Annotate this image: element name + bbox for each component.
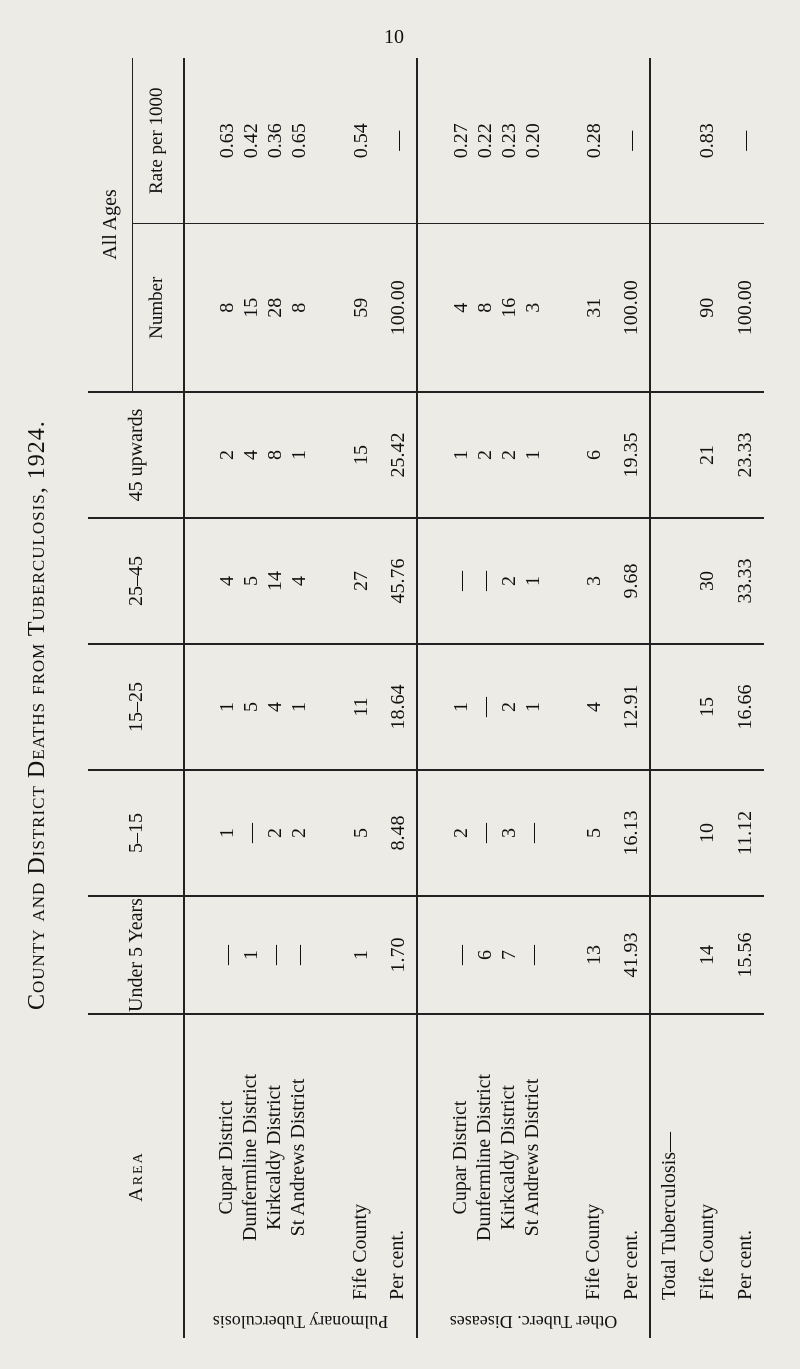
county-25-45: 27 [342,518,380,644]
county-number: 31 [575,224,613,392]
age15-25-cell: 1 5 4 1 [184,644,342,770]
percent-label: Per cent. [619,1230,642,1300]
county-number: 59 [342,224,380,392]
district-name: St Andrews District [287,1078,310,1237]
district-name: St Andrews District [520,1078,543,1237]
age5-15-cell: 2 — 3 — [417,770,575,896]
running-title: County and District Deaths from Tuberculosis, 1924. [24,420,50,1010]
total-percent-25-45: 33.33 [726,518,764,644]
county-label: Fife County [349,1203,371,1300]
percent-45-up: 19.35 [613,392,651,518]
district-list [417,1014,575,1304]
age-header-5-15: 5–15 [88,770,184,896]
percent-15-25: 18.64 [379,644,417,770]
number-cell: 8 15 28 8 [184,224,342,392]
percent-under5: 41.93 [613,896,651,1014]
percent-label: Per cent. [386,1230,409,1300]
all-ages-header: All Ages [88,58,132,392]
county-45-up: 15 [342,392,380,518]
district-name: Cupar District [448,1100,471,1215]
age45-cell: 1 2 2 1 [417,392,575,518]
total-percent-5-15: 11.12 [726,770,764,896]
total-percent-label: Per cent. [733,1230,756,1300]
age25-45-cell: 4 5 14 4 [184,518,342,644]
percent-rate: — [613,58,651,224]
county-15-25: 4 [575,644,613,770]
number-cell: 4 8 16 3 [417,224,575,392]
county-15-25: 11 [342,644,380,770]
age-header-25-45: 25–45 [88,518,184,644]
percent-15-25: 12.91 [613,644,651,770]
age15-25-cell: 1 — 2 1 [417,644,575,770]
district-name: Dunfermline District [472,1073,495,1242]
county-45-up: 6 [575,392,613,518]
total-percent-15-25: 16.66 [726,644,764,770]
district-name: Cupar District [215,1100,238,1215]
county-rate: 0.54 [342,58,380,224]
group-label-other: Other Tuberc. Diseases [417,1304,650,1338]
percent-25-45: 9.68 [613,518,651,644]
age-header-15-25: 15–25 [88,644,184,770]
total-label [650,1304,764,1338]
total-percent-under5: 15.56 [726,896,764,1014]
percent-45-up: 25.42 [379,392,417,518]
county-under5: 13 [575,896,613,1014]
district-list [184,1014,342,1304]
age-header-45-up: 45 upwards [88,392,184,518]
total-tuberculosis-label: Total Tuberculosis— [650,1014,688,1304]
percent-5-15: 8.48 [379,770,417,896]
total-percent-45-up: 23.33 [726,392,764,518]
total-under5: 14 [688,896,726,1014]
total-5-15: 10 [688,770,726,896]
district-name: Dunfermline District [239,1073,262,1242]
total-number: 90 [688,224,726,392]
group-label-pulmonary: Pulmonary Tuberculosis [184,1304,417,1338]
district-name: Kirkcaldy District [263,1085,286,1230]
age5-15-cell: 1 — 2 2 [184,770,342,896]
rate-cell: 0.27 0.22 0.23 0.20 [417,58,575,224]
tuberculosis-table [88,58,764,1338]
total-25-45: 30 [688,518,726,644]
total-15-25: 15 [688,644,726,770]
rate-cell: 0.63 0.42 0.36 0.65 [184,58,342,224]
age-header-under5: Under 5 Years [88,896,184,1014]
area-header: Area [124,1151,147,1202]
percent-rate: — [379,58,417,224]
county-5-15: 5 [575,770,613,896]
percent-number: 100.00 [379,224,417,392]
page-number: 10 [384,26,404,48]
district-name: Kirkcaldy District [496,1085,519,1230]
percent-5-15: 16.13 [613,770,651,896]
number-header: Number [132,224,184,392]
under5-cell: — 6 7 — [417,896,575,1014]
county-5-15: 5 [342,770,380,896]
total-rate: 0.83 [688,58,726,224]
county-under5: 1 [342,896,380,1014]
county-rate: 0.28 [575,58,613,224]
percent-25-45: 45.76 [379,518,417,644]
total-percent-number: 100.00 [726,224,764,392]
age25-45-cell: — — 2 1 [417,518,575,644]
total-percent-rate: — [726,58,764,224]
total-45-up: 21 [688,392,726,518]
percent-under5: 1.70 [379,896,417,1014]
age45-cell: 2 4 8 1 [184,392,342,518]
county-25-45: 3 [575,518,613,644]
county-label: Fife County [582,1203,605,1300]
under5-cell: — 1 — — [184,896,342,1014]
percent-number: 100.00 [613,224,651,392]
total-county-label: Fife County [695,1203,718,1300]
rate-header: Rate per 1000 [132,58,184,224]
